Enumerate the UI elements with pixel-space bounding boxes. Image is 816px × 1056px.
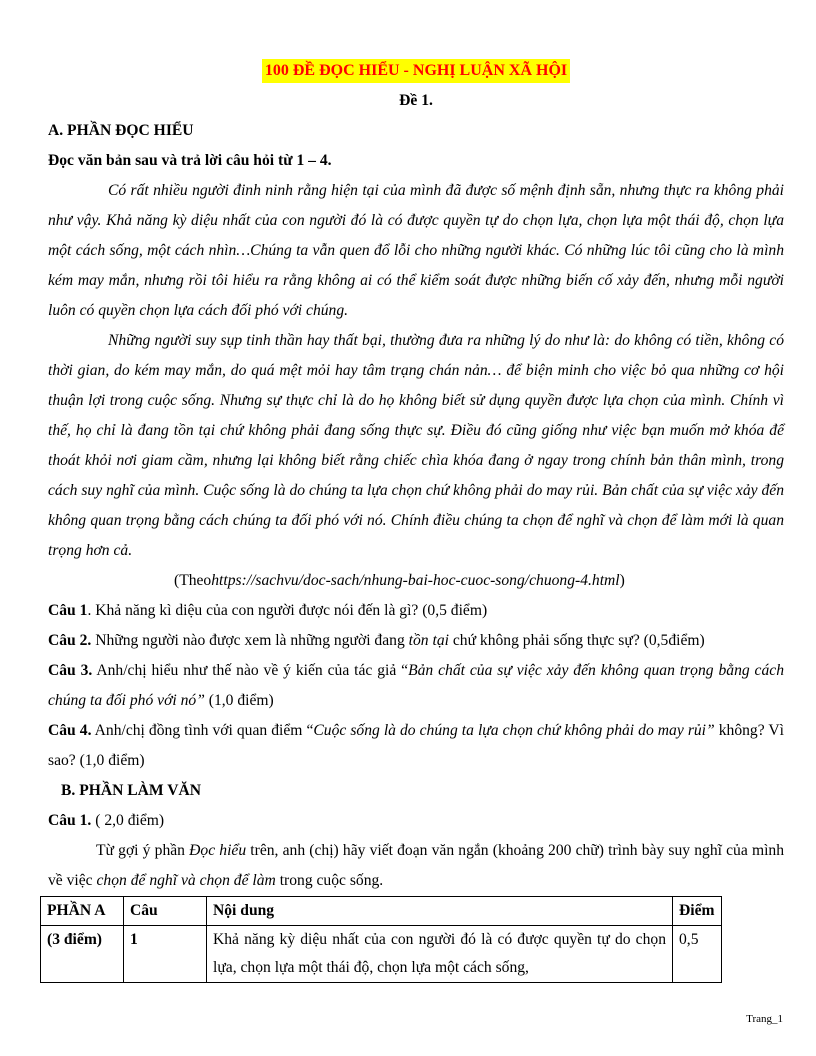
question-2-em: tồn tại <box>408 632 449 649</box>
question-3-em: Bản chất của sự việc xảy đến không quan trọng bằng cách chúng ta đối phó với nó” <box>48 662 784 709</box>
table-row <box>41 926 722 983</box>
document-title: 100 ĐỀ ĐỌC HIỂU - NGHỊ LUẬN XÃ HỘI <box>262 59 570 83</box>
table-header-row <box>41 897 722 926</box>
row-points: 0,5 <box>673 926 722 983</box>
header-question: Câu <box>124 897 207 926</box>
question-4-label: Câu 4. <box>48 722 92 739</box>
question-3 <box>48 656 784 716</box>
header-part: PHẦN A <box>41 897 124 926</box>
essay-em-1: Đọc hiểu <box>189 842 247 859</box>
passage-paragraph-1: Có rất nhiều người đinh ninh rằng hiện tại của mình đã được số mệnh định sẵn, nhưng thực ra không phải như vậy. Khả năng kỳ diệu nhất của con người đó là có được quyền tự do chọn lựa, chọn lựa một thái độ, chọn lựa một cách sống, một cách nhìn…Chúng ta vẫn quen đổ lỗi cho những người khác. Có những lúc tôi cũng cho là mình kém may mắn, nhưng rồi tôi hiểu ra rằng không ai có thể kiểm soát được những biến cố xảy đến, nhưng mỗi người luôn có quyền chọn lựa cách đối phó với chúng. <box>48 182 784 319</box>
question-4-pre: Anh/chị đồng tình với quan điểm “ <box>91 722 314 739</box>
answer-table <box>40 896 722 983</box>
title-row <box>48 56 784 86</box>
reading-passage <box>48 176 784 566</box>
essay-prompt <box>48 836 784 896</box>
essay-pre: Từ gợi ý phần <box>96 842 190 859</box>
essay-post: trong cuộc sống. <box>275 872 384 889</box>
exam-number: Đề 1. <box>399 92 433 109</box>
essay-em-2: chọn để nghĩ và chọn để làm <box>96 872 276 889</box>
section-a-instruction: Đọc văn bản sau và trả lời câu hỏi từ 1 – 4. <box>48 152 332 169</box>
question-3-post: (1,0 điểm) <box>204 692 274 709</box>
section-b-heading: B. PHẦN LÀM VĂN <box>61 782 202 799</box>
essay-mid: trên, anh (chị) hãy viết đoạn văn ngắn (khoảng 200 chữ) trình bày suy nghĩ của mình về việc <box>48 842 784 889</box>
question-1-text: . Khả năng kì diệu của con người được nói đến là gì? (0,5 điểm) <box>87 602 488 619</box>
part-points-label: (3 điểm) <box>41 926 124 983</box>
passage-paragraph-2: Những người suy sụp tinh thần hay thất bại, thường đưa ra những lý do như là: do không có tiền, không có thời gian, do kém may mắn, do quá mệt mỏi hay tâm trạng chán nản… để biện minh cho việc bỏ qua những cơ hội thuận lợi trong cuộc sống. Nhưng sự thực chỉ là do họ không biết sử dụng quyền được lựa chọn của mình. Chính vì thế, họ chỉ là đang tồn tại chứ không phải đang sống thực sự. Điều đó cũng giống như việc bạn muốn mở khóa để thoát khỏi nơi giam cầm, nhưng lại không biết rằng chiếc chìa khóa đang ở ngay trong chính bản thân mình, trong cách suy nghĩ của mình. Cuộc sống là do chúng ta lựa chọn chứ không phải do may rủi. Bản chất của sự việc xảy đến không quan trọng bằng cách chúng ta đối phó với nó. Chính điều chúng ta chọn để nghĩ và chọn để làm mới là quan trọng hơn cả. <box>48 332 784 559</box>
section-b-question-1 <box>48 806 784 836</box>
question-1-label: Câu 1 <box>48 602 88 619</box>
question-3-pre: Anh/chị hiểu như thế nào về ý kiến của tác giả “ <box>92 662 409 679</box>
question-2-label: Câu 2. <box>48 632 92 649</box>
row-question-number: 1 <box>124 926 207 983</box>
section-b-q1-points: ( 2,0 điểm) <box>91 812 165 829</box>
question-4-em: Cuộc sống là do chúng ta lựa chọn chứ không phải do may rủi” <box>313 722 715 739</box>
row-content: Khả năng kỳ diệu nhất của con người đó là có được quyền tự do chọn lựa, chọn lựa một thái độ, chọn lựa một cách sống, <box>207 926 673 983</box>
document-content <box>48 56 784 896</box>
page-number: Trang_1 <box>746 1013 783 1025</box>
passage-source <box>48 566 784 596</box>
source-suffix: ) <box>619 572 625 589</box>
header-content: Nội dung <box>207 897 673 926</box>
question-2 <box>48 626 784 656</box>
source-url: https://sachvu/doc-sach/nhung-bai-hoc-cuoc-song/chuong-4.html <box>211 572 620 589</box>
section-a-heading: A. PHẦN ĐỌC HIỂU <box>48 122 194 139</box>
section-b-q1-label: Câu 1. <box>48 812 92 829</box>
question-3-label: Câu 3. <box>48 662 93 679</box>
source-prefix: (Theo <box>174 572 212 589</box>
question-2-post: chứ không phải sống thực sự? (0,5điểm) <box>448 632 705 649</box>
header-points: Điểm <box>673 897 722 926</box>
question-1 <box>48 596 784 626</box>
question-4 <box>48 716 784 776</box>
question-2-pre: Những người nào được xem là những người đang <box>91 632 409 649</box>
question-4-post: không? Vì sao? (1,0 điểm) <box>48 722 785 769</box>
